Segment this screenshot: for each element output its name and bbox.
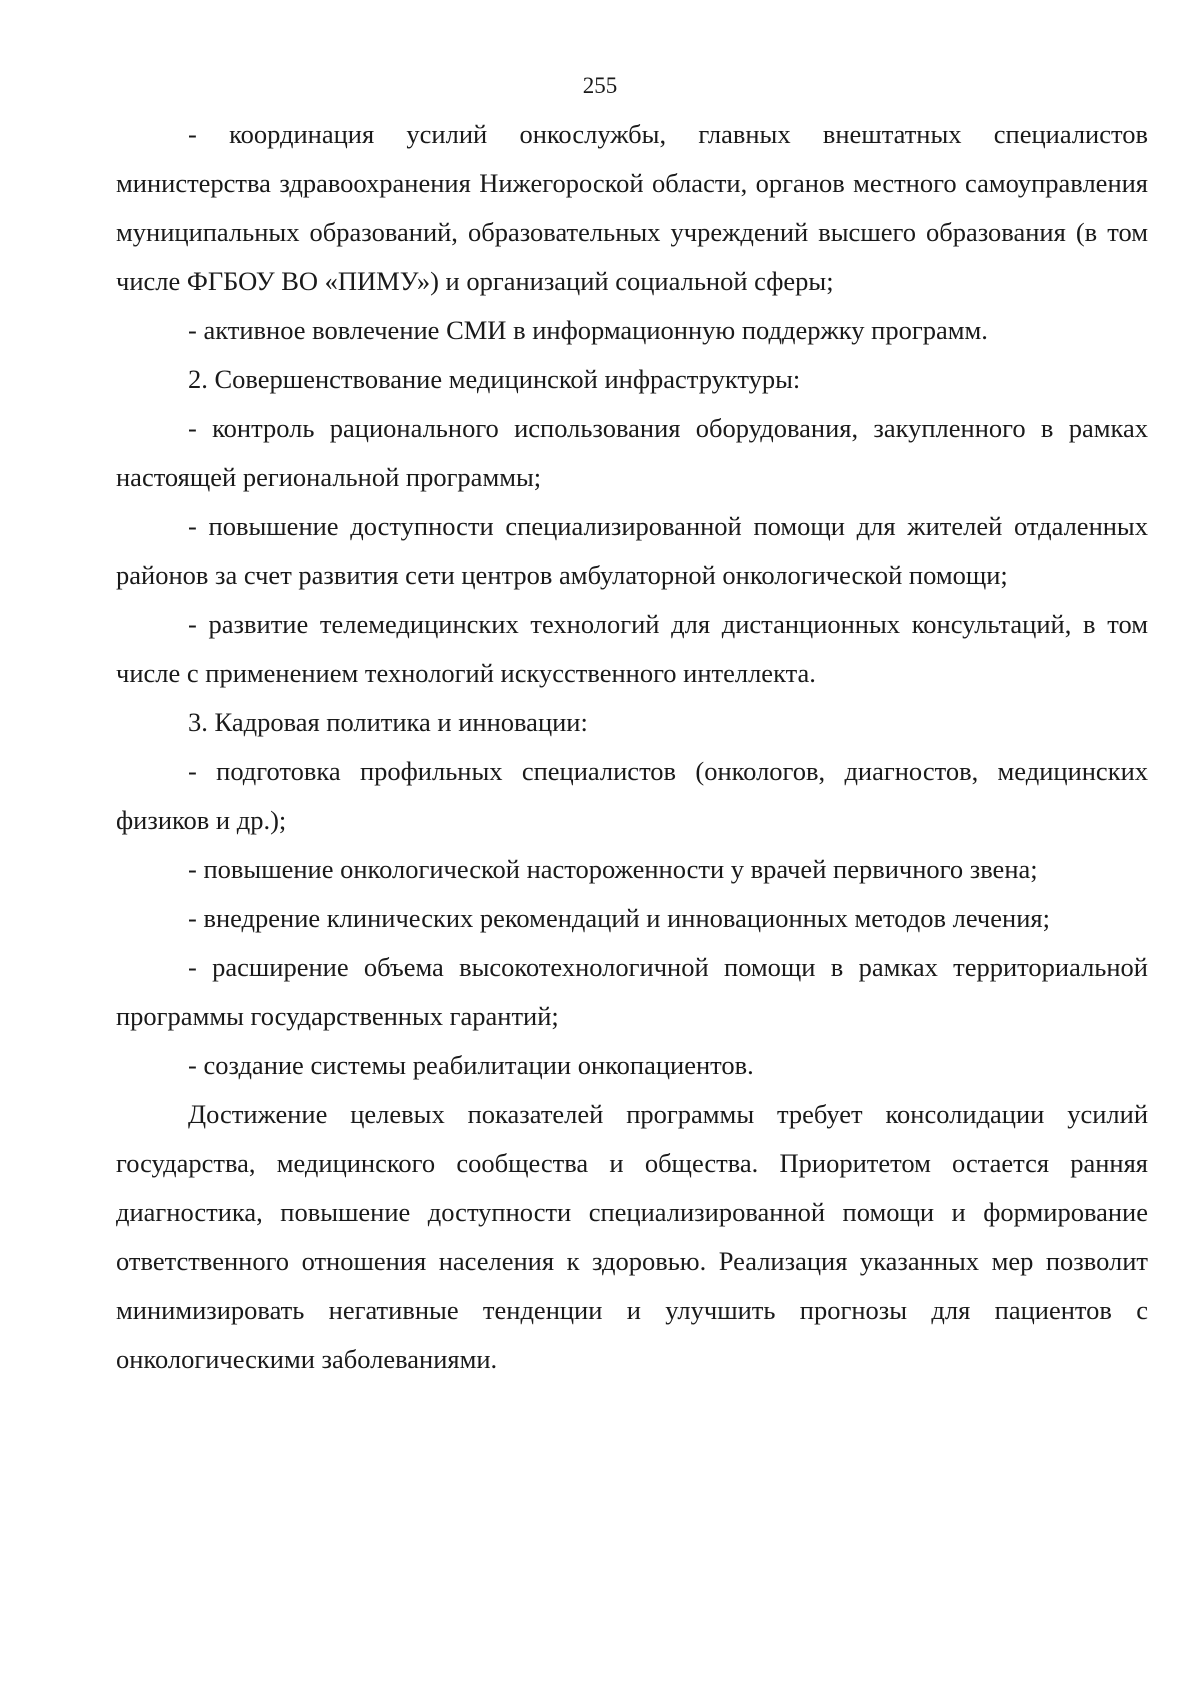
paragraph-conclusion: Достижение целевых показателей программы требует консолидации усилий государства, медицинского сообщества и общества. Приоритетом остается ранняя диагностика, повышение доступности специализированной помощи и формирование ответственного отношения населения к здоровью. Реализация указанных мер позволит минимизировать негативные тенденции и улучшить прогнозы для пациентов с онкологическими заболеваниями. xyxy=(116,1099,1148,1374)
paragraph-high-tech-care: - расширение объема высокотехнологичной помощи в рамках территориальной программы государственных гарантий; xyxy=(116,952,1148,1031)
document-body xyxy=(116,110,1148,1384)
paragraph-rehabilitation: - создание системы реабилитации онкопациентов. xyxy=(188,1050,754,1080)
paragraph-coordination: - координация усилий онкослужбы, главных внештатных специалистов министерства здравоохранения Нижегороской области, органов местного самоуправления муниципальных образований, образовательных учреждений высшего образования (в том числе ФГБОУ ВО «ПИМУ») и организаций социальной сферы; xyxy=(116,119,1148,296)
paragraph-guidelines: - внедрение клинических рекомендаций и инновационных методов лечения; xyxy=(188,903,1050,933)
heading-personnel: 3. Кадровая политика и инновации: xyxy=(188,707,588,737)
paragraph-telemedicine: - развитие телемедицинских технологий для дистанционных консультаций, в том числе с применением технологий искусственного интеллекта. xyxy=(116,609,1148,688)
paragraph-alertness: - повышение онкологической настороженности у врачей первичного звена; xyxy=(188,854,1038,884)
paragraph-equipment-control: - контроль рационального использования оборудования, закупленного в рамках настоящей региональной программы; xyxy=(116,413,1148,492)
heading-infrastructure: 2. Совершенствование медицинской инфраструктуры: xyxy=(188,364,801,394)
paragraph-training: - подготовка профильных специалистов (онкологов, диагностов, медицинских физиков и др.); xyxy=(116,756,1148,835)
paragraph-media: - активное вовлечение СМИ в информационную поддержку программ. xyxy=(188,315,988,345)
page-number: 255 xyxy=(582,73,618,98)
paragraph-remote-access: - повышение доступности специализированной помощи для жителей отдаленных районов за счет развития сети центров амбулаторной онкологической помощи; xyxy=(116,511,1148,590)
